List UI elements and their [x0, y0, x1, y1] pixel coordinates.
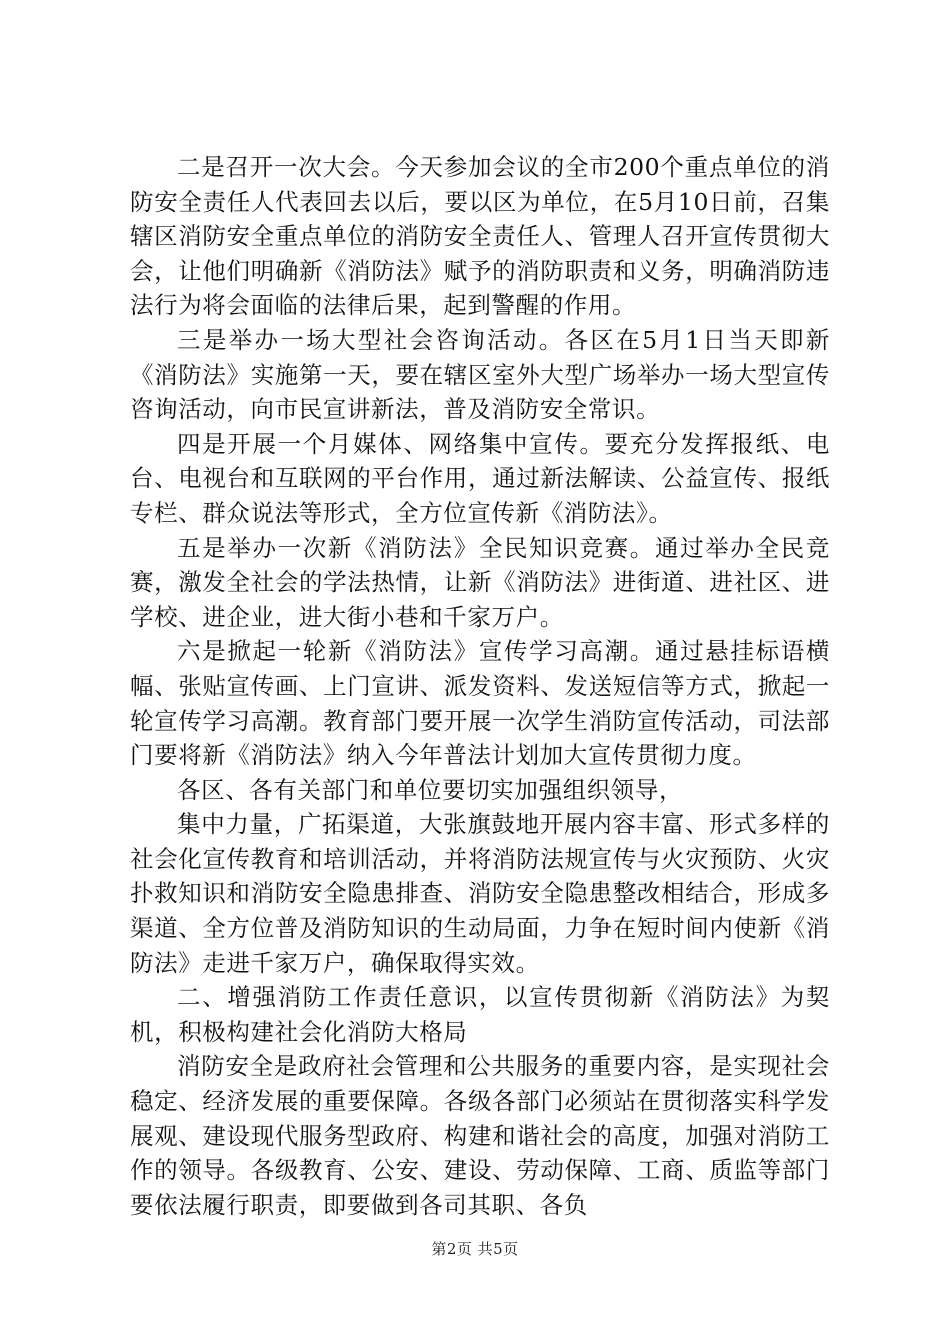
document-body [130, 150, 830, 1222]
page-footer: 第2页 共5页 [431, 1240, 519, 1258]
paragraph-meeting: 二是召开一次大会。今天参加会议的全市200个重点单位的消防安全责任人代表回去以后，要以区为单位，在5月10日前，召集辖区消防安全重点单位的消防安全责任人、管理人召开宣传贯彻大会，让他们明确新《消防法》赋予的消防职责和义务，明确消防违法行为将会面临的法律后果，起到警醒的作用。 [130, 153, 830, 320]
paragraph-leadership: 各区、各有关部门和单位要切实加强组织领导， [177, 775, 684, 804]
paragraph-consultation: 三是举办一场大型社会咨询活动。各区在5月1日当天即新《消防法》实施第一天，要在辖区室外大型广场举办一场大型宣传咨询活动，向市民宣讲新法，普及消防安全常识。 [130, 325, 830, 424]
paragraph-responsibility: 消防安全是政府社会管理和公共服务的重要内容，是实现社会稳定、经济发展的重要保障。各级各部门必须站在贯彻落实科学发展观、建设现代服务型政府、构建和谐社会的高度，加强对消防工作的领导。各级教育、公安、建设、劳动保障、工商、质监等部门要依法履行职责，即要做到各司其职、各负 [130, 1052, 830, 1219]
paragraph-media: 四是开展一个月媒体、网络集中宣传。要充分发挥报纸、电台、电视台和互联网的平台作用，通过新法解读、公益宣传、报纸专栏、群众说法等形式，全方位宣传新《消防法》。 [130, 429, 830, 527]
paragraph-concentrate: 集中力量，广拓渠道，大张旗鼓地开展内容丰富、形式多样的社会化宣传教育和培训活动，并将消防法规宣传与火灾预防、火灾扑救知识和消防安全隐患排查、消防安全隐患整改相结合，形成多渠道、全方位普及消防知识的生动局面，力争在短时间内使新《消防法》走进千家万户，确保取得实效。 [130, 810, 830, 977]
paragraph-quiz: 五是举办一次新《消防法》全民知识竞赛。通过举办全民竞赛，激发全社会的学法热情，让新《消防法》进街道、进社区、进学校、进企业，进大街小巷和千家万户。 [130, 533, 830, 631]
section-heading: 二、增强消防工作责任意识，以宣传贯彻新《消防法》为契机，积极构建社会化消防大格局 [130, 983, 830, 1046]
paragraph-campaign: 六是掀起一轮新《消防法》宣传学习高潮。通过悬挂标语横幅、张贴宣传画、上门宣讲、派发资料、发送短信等方式，掀起一轮宣传学习高潮。教育部门要开展一次学生消防宣传活动，司法部门要将新《消防法》纳入今年普法计划加大宣传贯彻力度。 [130, 637, 830, 770]
